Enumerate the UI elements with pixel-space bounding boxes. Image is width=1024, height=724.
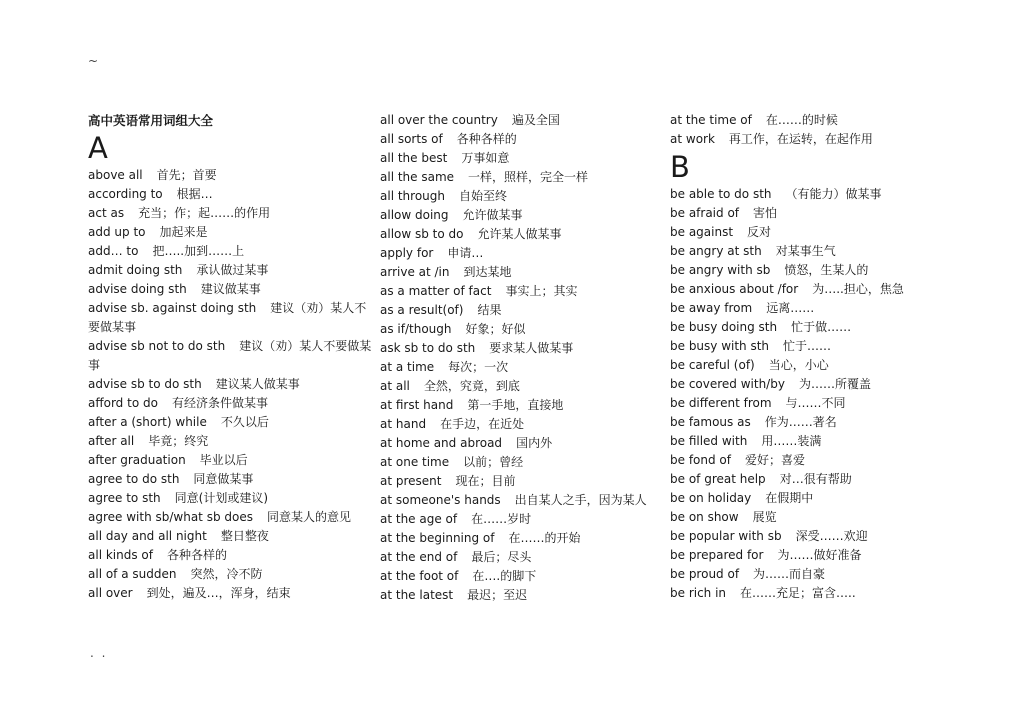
phrase-english: agree to do sth (88, 472, 180, 486)
phrase-chinese: 自始至终 (459, 189, 508, 203)
column-3 (670, 111, 940, 603)
phrase-entry (380, 491, 665, 510)
phrase-chinese: 整日整夜 (220, 529, 269, 543)
phrase-chinese: 出自某人之手，因为某人 (514, 493, 647, 507)
page-mark-top: ~ (88, 54, 99, 68)
phrase-entry (88, 375, 373, 394)
phrase-chinese: 忙于…… (783, 339, 832, 353)
phrase-english: be away from (670, 301, 753, 315)
phrase-entry (670, 204, 940, 223)
phrase-entry (670, 565, 940, 584)
phrase-english: all of a sudden (88, 567, 177, 581)
phrase-entry (670, 299, 940, 318)
phrase-chinese: 在……岁时 (471, 512, 532, 526)
phrase-entry (88, 451, 373, 470)
phrase-entry (380, 263, 665, 282)
phrase-english: be famous as (670, 415, 751, 429)
phrase-entry (670, 375, 940, 394)
phrase-entry (88, 546, 373, 565)
phrase-entry (380, 339, 665, 358)
phrase-entry (88, 280, 373, 299)
phrase-english: at the time of (670, 113, 752, 127)
phrase-chinese: 为……做好准备 (777, 548, 862, 562)
phrase-english: add up to (88, 225, 146, 239)
phrase-entry (670, 242, 940, 261)
phrase-chinese: 建议（劝）某人不要做某事 (88, 339, 372, 372)
phrase-chinese: 最后；尽头 (471, 550, 532, 564)
phrase-entry (380, 529, 665, 548)
phrase-english: all the same (380, 170, 455, 184)
phrase-entry (88, 470, 373, 489)
phrase-english: be busy with sth (670, 339, 770, 353)
phrase-chinese: 最迟；至迟 (467, 588, 528, 602)
phrase-entry (88, 394, 373, 413)
phrase-english: be careful (of) (670, 358, 755, 372)
phrase-entry (380, 187, 665, 206)
phrase-chinese: 根据… (176, 187, 213, 201)
phrase-english: be popular with sb (670, 529, 782, 543)
phrase-entry (380, 244, 665, 263)
phrase-english: be against (670, 225, 734, 239)
phrase-english: all day and all night (88, 529, 207, 543)
phrase-chinese: 毕竟；终究 (148, 434, 209, 448)
phrase-english: be covered with/by (670, 377, 785, 391)
phrase-entry (380, 358, 665, 377)
phrase-entry (670, 508, 940, 527)
phrase-chinese: 第一手地，直接地 (467, 398, 564, 412)
phrase-entry (380, 225, 665, 244)
phrase-english: advise doing sth (88, 282, 187, 296)
phrase-english: as if/though (380, 322, 452, 336)
phrase-english: at a time (380, 360, 435, 374)
phrase-chinese: 当心，小心 (768, 358, 829, 372)
phrase-entry (670, 261, 940, 280)
phrase-chinese: 要求某人做某事 (489, 341, 574, 355)
phrase-chinese: 再工作，在运转，在起作用 (728, 132, 873, 146)
phrase-chinese: 现在；目前 (455, 474, 516, 488)
phrase-chinese: 作为……著名 (764, 415, 837, 429)
phrase-entry (88, 413, 373, 432)
phrase-english: all through (380, 189, 445, 203)
phrase-chinese: 允许做某事 (462, 208, 523, 222)
phrase-entry (670, 130, 940, 149)
phrase-english: at the latest (380, 588, 454, 602)
phrase-chinese: 与……不同 (785, 396, 846, 410)
phrase-chinese: 反对 (747, 225, 772, 239)
phrase-english: apply for (380, 246, 434, 260)
phrase-english: after a (short) while (88, 415, 207, 429)
phrase-chinese: 承认做过某事 (196, 263, 269, 277)
phrase-english: afford to do (88, 396, 158, 410)
phrase-english: all the best (380, 151, 448, 165)
phrase-english: be angry at sth (670, 244, 762, 258)
phrase-entry (380, 510, 665, 529)
phrase-english: be on show (670, 510, 739, 524)
phrase-chinese: 对某事生气 (775, 244, 836, 258)
phrase-english: at the foot of (380, 569, 459, 583)
phrase-entry (380, 377, 665, 396)
phrase-entry (670, 356, 940, 375)
phrase-chinese: 为……而自豪 (753, 567, 826, 581)
phrase-english: above all (88, 168, 143, 182)
phrase-chinese: 同意(计划或建议) (174, 491, 269, 505)
phrase-chinese: 忙于做…… (791, 320, 852, 334)
phrase-chinese: 愤怒，生某人的 (784, 263, 869, 277)
phrase-chinese: 各种各样的 (166, 548, 227, 562)
phrase-chinese: 爱好；喜爱 (744, 453, 805, 467)
phrase-chinese: 把…..加到……上 (152, 244, 245, 258)
phrase-list-a-part-3 (670, 111, 940, 149)
phrase-english: arrive at /in (380, 265, 450, 279)
phrase-chinese: 在……的开始 (508, 531, 581, 545)
phrase-english: be filled with (670, 434, 748, 448)
phrase-entry (88, 337, 373, 375)
phrase-entry (88, 223, 373, 242)
phrase-chinese: 各种各样的 (456, 132, 517, 146)
phrase-entry (670, 527, 940, 546)
phrase-chinese: 建议（劝）某人不要做某事 (88, 301, 367, 334)
phrase-entry (88, 432, 373, 451)
phrase-chinese: 到处，遍及…，浑身，结束 (146, 586, 291, 600)
phrase-entry (88, 508, 373, 527)
phrase-entry (380, 472, 665, 491)
phrase-english: be rich in (670, 586, 727, 600)
phrase-entry (670, 394, 940, 413)
phrase-chinese: 国内外 (516, 436, 553, 450)
phrase-english: add… to (88, 244, 139, 258)
phrase-chinese: 突然，冷不防 (190, 567, 263, 581)
phrase-entry (670, 185, 940, 204)
phrase-chinese: 深受……欢迎 (795, 529, 868, 543)
phrase-english: act as (88, 206, 125, 220)
phrase-entry (88, 166, 373, 185)
phrase-english: at the beginning of (380, 531, 495, 545)
document-title: 高中英语常用词组大全 (88, 113, 214, 128)
phrase-entry (670, 489, 940, 508)
phrase-entry (380, 396, 665, 415)
phrase-entry (380, 320, 665, 339)
phrase-chinese: 在….的脚下 (472, 569, 537, 583)
phrase-chinese: 万事如意 (461, 151, 510, 165)
phrase-english: at one time (380, 455, 450, 469)
phrase-english: at work (670, 132, 715, 146)
phrase-entry (670, 432, 940, 451)
phrase-english: be proud of (670, 567, 740, 581)
phrase-chinese: 充当；作；起……的作用 (138, 206, 271, 220)
phrase-english: advise sb. against doing sth (88, 301, 257, 315)
phrase-english: be afraid of (670, 206, 740, 220)
phrase-chinese: 申请… (447, 246, 484, 260)
phrase-entry (670, 337, 940, 356)
phrase-entry (380, 415, 665, 434)
phrase-english: after graduation (88, 453, 186, 467)
phrase-english: be on holiday (670, 491, 752, 505)
phrase-chinese: 不久以后 (220, 415, 269, 429)
phrase-english: be prepared for (670, 548, 764, 562)
phrase-entry (88, 565, 373, 584)
phrase-english: allow doing (380, 208, 449, 222)
column-1 (88, 111, 373, 603)
phrase-entry (380, 168, 665, 187)
phrase-entry (670, 223, 940, 242)
phrase-entry (380, 548, 665, 567)
phrase-entry (380, 149, 665, 168)
phrase-entry (380, 206, 665, 225)
phrase-english: as a result(of) (380, 303, 464, 317)
phrase-english: all sorts of (380, 132, 443, 146)
phrase-list-a-part-2 (380, 111, 665, 605)
phrase-chinese: 对…很有帮助 (779, 472, 852, 486)
phrase-english: ask sb to do sth (380, 341, 476, 355)
phrase-english: allow sb to do (380, 227, 464, 241)
section-letter-b: B (670, 150, 690, 184)
phrase-chinese: 允许某人做某事 (477, 227, 562, 241)
phrase-chinese: 建议做某事 (200, 282, 261, 296)
phrase-chinese: 事实上；其实 (505, 284, 578, 298)
phrase-entry (88, 261, 373, 280)
phrase-entry (380, 453, 665, 472)
phrase-chinese: 同意某人的意见 (266, 510, 351, 524)
phrase-entry (380, 130, 665, 149)
phrase-english: agree with sb/what sb does (88, 510, 253, 524)
phrase-entry (380, 434, 665, 453)
phrase-entry (380, 586, 665, 605)
phrase-chinese: 有经济条件做某事 (171, 396, 268, 410)
phrase-english: at the end of (380, 550, 458, 564)
phrase-english: be of great help (670, 472, 766, 486)
phrase-entry (670, 451, 940, 470)
phrase-chinese: 害怕 (753, 206, 778, 220)
phrase-english: be angry with sb (670, 263, 771, 277)
phrase-english: all over (88, 586, 133, 600)
phrase-entry (670, 111, 940, 130)
phrase-english: be busy doing sth (670, 320, 778, 334)
phrase-chinese: 毕业以后 (199, 453, 248, 467)
phrase-chinese: 展览 (752, 510, 777, 524)
phrase-english: agree to sth (88, 491, 161, 505)
phrase-chinese: 首先；首要 (156, 168, 217, 182)
phrase-chinese: 在手边，在近处 (440, 417, 525, 431)
phrase-chinese: 以前；曾经 (463, 455, 524, 469)
phrase-entry (670, 470, 940, 489)
phrase-chinese: 结果 (477, 303, 502, 317)
phrase-english: at hand (380, 417, 427, 431)
phrase-english: at the age of (380, 512, 458, 526)
phrase-english: be fond of (670, 453, 731, 467)
phrase-entry (380, 567, 665, 586)
phrase-chinese: 为……所覆盖 (798, 377, 871, 391)
phrase-entry (670, 413, 940, 432)
phrase-entry (670, 280, 940, 299)
phrase-english: after all (88, 434, 135, 448)
phrase-chinese: 在假期中 (765, 491, 814, 505)
phrase-chinese: 全然，究竟，到底 (423, 379, 520, 393)
phrase-chinese: 为…..担心，焦急 (812, 282, 904, 296)
phrase-english: according to (88, 187, 163, 201)
phrase-english: at present (380, 474, 442, 488)
phrase-chinese: 在……的时候 (765, 113, 838, 127)
phrase-list-a-part-1 (88, 166, 373, 603)
phrase-english: as a matter of fact (380, 284, 492, 298)
phrase-entry (88, 204, 373, 223)
phrase-english: at first hand (380, 398, 454, 412)
phrase-chinese: 遍及全国 (511, 113, 560, 127)
phrase-english: advise sb to do sth (88, 377, 202, 391)
phrase-entry (88, 527, 373, 546)
phrase-entry (670, 546, 940, 565)
phrase-chinese: 到达某地 (463, 265, 512, 279)
phrase-entry (670, 318, 940, 337)
phrase-english: at home and abroad (380, 436, 503, 450)
phrase-chinese: 一样，照样，完全一样 (468, 170, 589, 184)
phrase-entry (380, 111, 665, 130)
phrase-chinese: 同意做某事 (193, 472, 254, 486)
phrase-chinese: 用……装满 (761, 434, 822, 448)
phrase-entry (380, 301, 665, 320)
phrase-list-b (670, 185, 940, 603)
column-2 (380, 111, 665, 605)
phrase-english: at someone's hands (380, 493, 501, 507)
phrase-entry (88, 489, 373, 508)
phrase-chinese: 每次；一次 (448, 360, 509, 374)
phrase-entry (670, 584, 940, 603)
phrase-entry (88, 185, 373, 204)
phrase-entry (88, 242, 373, 261)
phrase-english: at all (380, 379, 410, 393)
phrase-english: be anxious about /for (670, 282, 799, 296)
phrase-english: advise sb not to do sth (88, 339, 226, 353)
phrase-entry (88, 584, 373, 603)
phrase-entry (380, 282, 665, 301)
phrase-entry (88, 299, 373, 337)
phrase-chinese: 建议某人做某事 (215, 377, 300, 391)
phrase-english: be different from (670, 396, 772, 410)
section-letter-a: A (88, 131, 108, 165)
phrase-chinese: 加起来是 (159, 225, 208, 239)
phrase-chinese: 远离…… (766, 301, 815, 315)
phrase-chinese: 在……充足；富含….. (740, 586, 856, 600)
phrase-english: all over the country (380, 113, 498, 127)
phrase-english: be able to do sth (670, 187, 772, 201)
phrase-chinese: 好象；好似 (465, 322, 526, 336)
phrase-english: all kinds of (88, 548, 153, 562)
page-mark-bottom: . . (90, 646, 108, 660)
phrase-english: admit doing sth (88, 263, 183, 277)
phrase-chinese: （有能力）做某事 (785, 187, 882, 201)
